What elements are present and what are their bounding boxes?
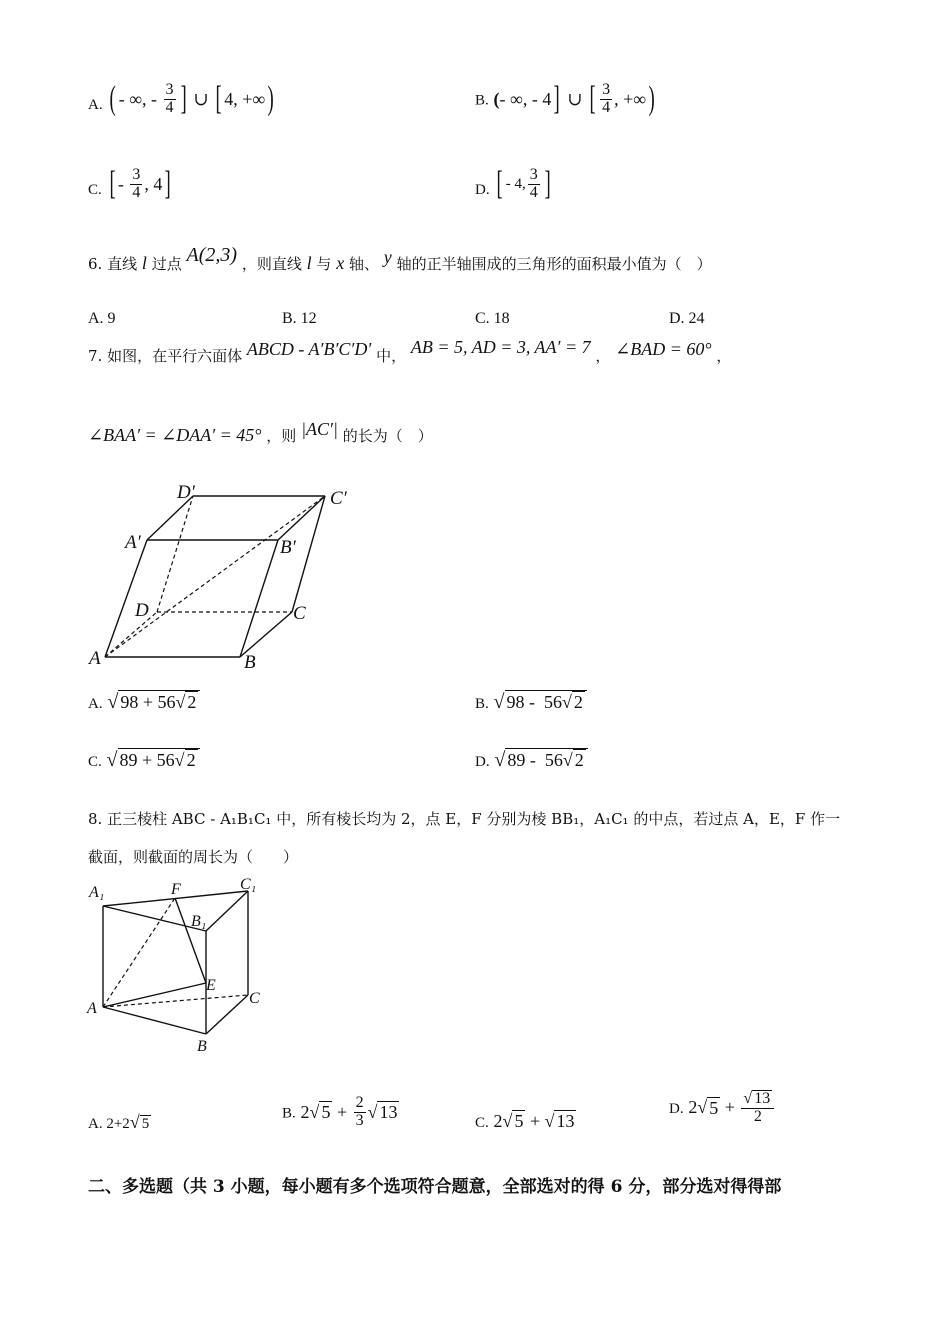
option-expression: 2√ 5 + $\frac{√ 13}{2}$ <box>688 1090 776 1126</box>
label-d: D <box>135 600 149 621</box>
label-b: B <box>244 652 256 673</box>
label-c-prime: C′ <box>330 488 347 509</box>
option-expression: 2+2√ 5 <box>106 1112 150 1132</box>
option-label: A. <box>88 696 103 712</box>
interval-expression: ( - ∞, - 4 ] ∪ [ $\frac{3}{4}$ , +∞ ) <box>493 80 655 117</box>
option-label: C. <box>88 754 102 770</box>
q5-option-a[interactable] <box>88 80 277 118</box>
option-expression: 2√ 5 + $\frac{2}{3}$ √ 13 <box>300 1094 398 1129</box>
question-number: 6. <box>88 255 103 273</box>
math-l: l <box>306 253 312 273</box>
question-text: 直线 <box>107 255 138 273</box>
section-heading: 二、多选题（共 3 小题，每小题有多个选项符合题意，全部选对的得 6 分，部分选对得得部 <box>88 1177 782 1197</box>
label-a1: A₁ <box>89 884 105 901</box>
question-text: 如图，在平行六面体 <box>107 347 243 365</box>
q7-option-d[interactable] <box>475 748 588 772</box>
label-b-prime: B′ <box>280 537 296 558</box>
math-target: |AC′| <box>301 419 338 439</box>
question-text: ，则 <box>266 427 297 445</box>
question-text: 过点 <box>151 255 182 273</box>
q5-option-c[interactable] <box>88 165 174 203</box>
math-given-angle: ∠BAD = 60° <box>615 339 712 359</box>
label-d-prime: D′ <box>177 482 195 503</box>
label-a-prime: A′ <box>125 532 141 553</box>
option-label: B. <box>282 1105 296 1122</box>
label-c1: C₁ <box>240 876 257 893</box>
math-y: y <box>383 247 392 267</box>
prism-figure <box>85 873 275 1058</box>
question-text: 与 <box>316 255 332 273</box>
option-expression: √ 98 - 56√ 2 <box>494 692 587 712</box>
option-label: D. <box>475 182 490 198</box>
question-8-line1: 8. 正三棱柱 ABC - A₁B₁C₁ 中，所有棱长均为 2，点 E，F 分别为棱 BB₁，A₁C₁ 的中点，若过点 A，E，F 作一 <box>88 810 841 828</box>
math-solid: ABCD - A′B′C′D′ <box>246 339 372 359</box>
label-b: B <box>197 1038 207 1055</box>
label-f: F <box>171 881 181 898</box>
q6-option-b[interactable]: B. 12 <box>282 310 317 327</box>
label-c: C <box>293 603 306 624</box>
label-a: A <box>87 1000 97 1017</box>
option-expression: √ 89 + 56√ 2 <box>107 750 200 770</box>
question-6 <box>88 244 712 275</box>
option-expression: √ 98 + 56√ 2 <box>107 692 200 712</box>
option-expression: √ 89 - 56√ 2 <box>494 750 587 770</box>
math-x: x <box>336 253 345 273</box>
q8-option-a[interactable] <box>88 1112 151 1133</box>
question-number: 7. <box>88 347 103 365</box>
label-b1: B₁ <box>191 913 207 930</box>
math-given-angles: ∠BAA′ = ∠DAA′ = 45° <box>88 425 262 445</box>
question-7-line2 <box>88 419 433 446</box>
question-text: 轴的正半轴围成的三角形的面积最小值为（ ） <box>396 255 712 273</box>
q8-option-c[interactable] <box>475 1110 576 1132</box>
q6-option-a[interactable]: A. 9 <box>88 310 116 327</box>
option-label: D. <box>475 754 490 770</box>
option-label: A. <box>88 97 103 113</box>
option-label: D. <box>669 1100 684 1117</box>
option-label: C. <box>475 1115 489 1131</box>
q5-option-b[interactable] <box>475 80 657 118</box>
q7-option-b[interactable] <box>475 690 587 714</box>
q7-option-a[interactable] <box>88 690 200 714</box>
option-label: B. <box>475 696 489 712</box>
question-7: 7. 如图，在平行六面体 ABCD - A′B′C′D′ 中， AB = 5, AD = 3, AA′ = 7 ， ∠BAD = 60° ， <box>88 337 732 365</box>
question-text: 中， <box>376 347 407 365</box>
option-expression: 2√ 5 + √ 13 <box>493 1111 575 1131</box>
label-a: A <box>89 648 101 669</box>
option-label: A. <box>88 1116 103 1132</box>
q5-option-d[interactable] <box>475 165 553 203</box>
question-text: 的长为（ ） <box>342 427 433 445</box>
q8-option-b[interactable] <box>282 1095 399 1130</box>
label-e: E <box>206 977 216 994</box>
interval-expression: [ - $\frac{3}{4}$ , 4 ] <box>109 165 172 202</box>
parallelepiped-figure <box>85 478 365 673</box>
q6-option-c[interactable]: C. 18 <box>475 310 510 327</box>
interval-expression: ( - ∞, - $\frac{3}{4}$ ] ∪ [ 4, +∞ ) <box>109 80 275 117</box>
interval-expression: [ - 4, $\frac{3}{4}$ ] <box>496 165 551 202</box>
q7-option-c[interactable] <box>88 748 200 772</box>
math-point: A(2,3) <box>186 244 238 266</box>
q6-option-d[interactable]: D. 24 <box>669 310 705 327</box>
question-text: ，则直线 <box>241 255 302 273</box>
math-given-lengths: AB = 5, AD = 3, AA′ = 7 <box>410 337 591 357</box>
option-label: B. <box>475 92 489 109</box>
label-c: C <box>249 990 260 1007</box>
question-text: 轴、 <box>348 255 379 273</box>
option-label: C. <box>88 182 102 198</box>
math-l: l <box>141 253 147 273</box>
question-8-line2: 截面，则截面的周长为（ ） <box>88 848 299 866</box>
q8-option-d[interactable] <box>669 1090 776 1126</box>
